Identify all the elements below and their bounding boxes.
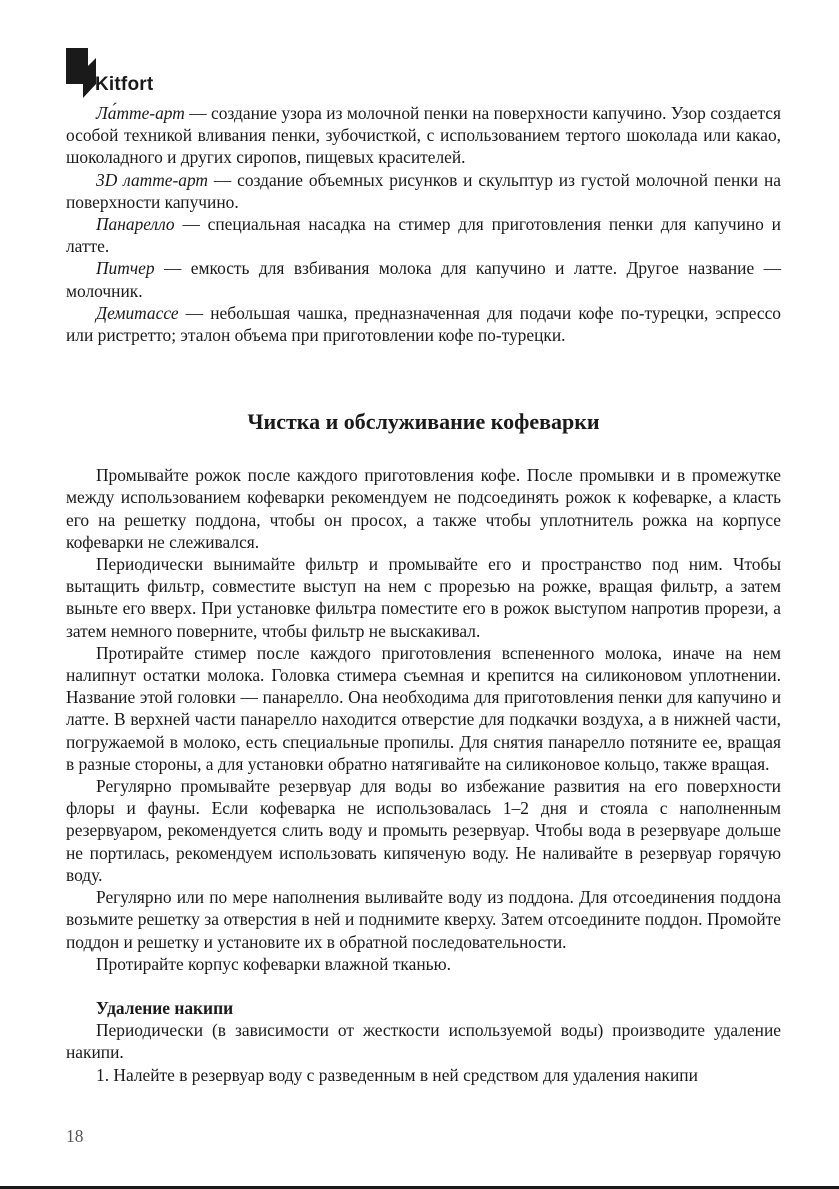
glossary-entry (66, 102, 781, 169)
glossary-term: Питчер (96, 258, 155, 279)
glossary-definition: — емкость для взбивания молока для капучино и латте. Другое название — молочник. (66, 258, 781, 301)
body-paragraph: Периодически вынимайте фильтр и промывайте его и пространство под ним. Чтобы вытащить фильтр, совместите выступ на нем с прорезью на рожке, вращая фильтр, а затем выньте его вверх. При установке фильтра поместите его в рожок выступом напротив прорези, а затем немного поверните, чтобы фильтр не выскакивал. (66, 554, 781, 641)
glossary-definition: — создание объемных рисунков и скульптур из густой молочной пенки на поверхности капучино. (66, 169, 781, 212)
glossary-entry (66, 302, 781, 346)
glossary-definition: — специальная насадка на стимер для приготовления пенки для капучино и латте. (66, 214, 781, 257)
body-paragraph: Протирайте стимер после каждого приготовления вспененного молока, иначе на нем налипнут остатки молока. Головка стимера съемная и крепится на силиконовом уплотнении. Название этой головки — панарелло. Она необходима для приготовления пенки для капучино и латте. В верхней части панарелло находится отверстие для подкачки воздуха, а в нижней части, погружаемой в молоко, есть специальные пропилы. Для снятия панарелло потяните ее, вращая в разные стороны, а для установки обратно натягивайте на силиконовое кольцо, также вращая. (66, 642, 781, 774)
glossary-entry (66, 257, 781, 301)
body-paragraph: Промывайте рожок после каждого приготовления кофе. После промывки и в промежутке между использованием кофеварки рекомендуем не подсоединять рожок к кофеварке, а класть его на решетку поддона, чтобы он просох, а также чтобы уплотнитель рожка на корпусе кофеварки не слеживался. (66, 465, 781, 552)
body-paragraph: Регулярно или по мере наполнения выливайте воду из поддона. Для отсоединения поддона возьмите решетку за отверстия в ней и поднимите кверху. Затем отсоедините поддон. Промойте поддон и решетку и установите их в обратной последовательности. (66, 887, 781, 952)
body-paragraph: Периодически (в зависимости от жесткости используемой воды) производите удаление накипи. (66, 1020, 781, 1063)
glossary-term: 3D латте-арт (96, 169, 208, 190)
subsection-title: Удаление накипи (96, 997, 234, 1018)
glossary-term: Ла́тте-арт (96, 103, 185, 123)
glossary-term: Демитассе (96, 302, 179, 323)
brand-logo (66, 44, 226, 100)
brand-name: Kitfort (95, 74, 154, 95)
glossary-definition: — создание узора из молочной пенки на поверхности капучино. Узор создается особой техникой вливания пенки, зубочисткой, с использованием тертого шоколада или какао, шоколадного и других сиропов, пищевых красителей. (66, 103, 781, 168)
body-paragraph: Регулярно промывайте резервуар для воды во избежание развития на его поверхности флоры и фауны. Если кофеварка не использовалась 1–2 дня и стояла с наполненным резервуаром, рекомендуется слить воду и промыть резервуар. Чтобы вода в резервуаре дольше не портилась, рекомендуем использовать кипяченую воду. Не наливайте в резервуар горячую воду. (66, 776, 781, 885)
glossary-entry (66, 213, 781, 257)
kitfort-logo-icon (66, 44, 96, 98)
page-number: 18 (66, 1126, 84, 1146)
page-content (66, 102, 781, 1086)
glossary-entry (66, 169, 781, 213)
numbered-step: 1. Налейте в резервуар воду с разведенным в ней средством для удаления накипи (96, 1064, 698, 1085)
glossary-definition: — небольшая чашка, предназначенная для подачи кофе по-турецки, эспрессо или ристретто; эталон объема при приготовлении кофе по-турецки. (66, 302, 781, 346)
glossary-term: Панарелло (96, 214, 175, 235)
body-paragraph: Протирайте корпус кофеварки влажной тканью. (96, 953, 451, 974)
section-title: Чистка и обслуживание кофеварки (247, 409, 600, 435)
